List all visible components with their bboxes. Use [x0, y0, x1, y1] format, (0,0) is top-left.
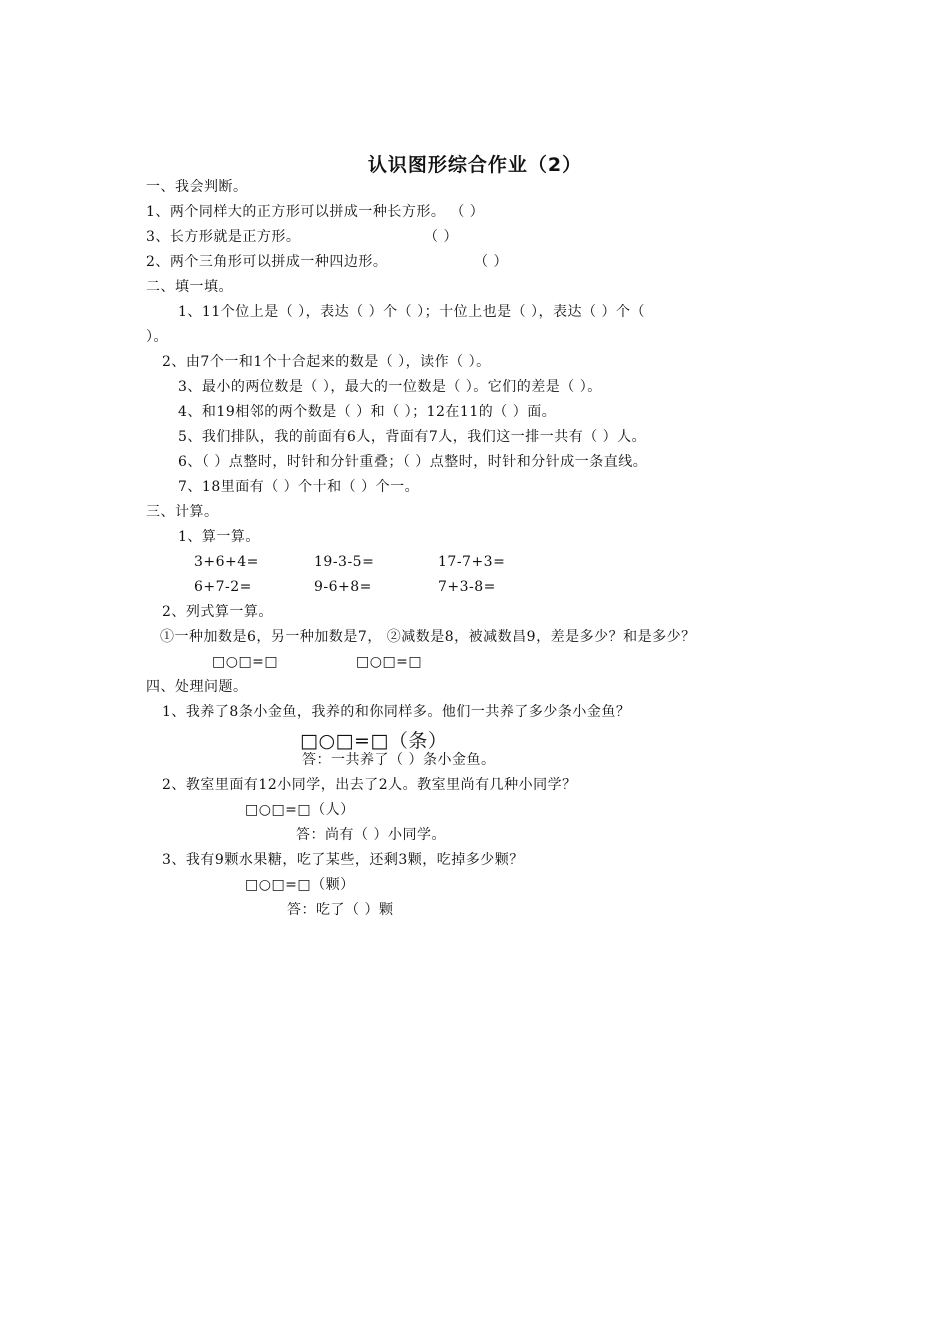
section-heading-problems: 四、处理问题。 [146, 679, 248, 695]
section-heading-judge: 一、我会判断。 [146, 179, 248, 195]
problem-2-answer: 答：尚有（ ）小同学。 [296, 827, 446, 843]
equation-template: □○□=□ [356, 654, 423, 670]
fill-question-4: 4、和19相邻的两个数是（ ）和（ ）；12在11的（ ）面。 [178, 404, 557, 420]
problem-2: 2、教室里面有12小同学，出去了2人。教室里尚有几种小同学？ [162, 777, 577, 793]
fill-question-1: 1、11个位上是（ ），表达（ ）个（ ）；十位上也是（ ），表达（ ）个（ [178, 304, 645, 320]
problem-1-template: □○□=□（条） [300, 730, 448, 752]
calc-expression: 3+6+4= [194, 554, 259, 570]
equation-template: □○□=□ [212, 654, 279, 670]
problem-3-template: □○□=□（颗） [245, 877, 355, 893]
fill-question-3: 3、最小的两位数是（ ），最大的一位数是（ ）。它们的差是（ ）。 [178, 379, 602, 395]
judge-item-1: 1、两个同样大的正方形可以拼成一种长方形。 （ ） [146, 204, 485, 220]
calc-expression: 6+7-2= [194, 579, 252, 595]
calc-expression: 19-3-5= [314, 554, 375, 570]
section-heading-fill: 二、填一填。 [146, 279, 233, 295]
problem-1-answer: 答：一共养了（ ）条小金鱼。 [302, 752, 496, 768]
judge-item-2: 3、长方形就是正方形。 [146, 229, 301, 245]
calc-subheading-2: 2、列式算一算。 [162, 604, 273, 620]
judge-item-2-paren: （ ） [424, 229, 458, 245]
calc-expression: 9-6+8= [314, 579, 372, 595]
fill-question-6: 6、（ ）点整时，时针和分针重叠；（ ）点整时，时针和分针成一条直线。 [178, 454, 648, 470]
fill-question-1-cont: ）。 [146, 329, 168, 345]
calc-expression: 7+3-8= [438, 579, 496, 595]
fill-question-7: 7、18里面有（ ）个十和（ ）个一。 [178, 479, 420, 495]
calc-subheading-1: 1、算一算。 [178, 529, 260, 545]
section-heading-calc: 三、计算。 [146, 504, 219, 520]
problem-3: 3、我有9颗水果糖，吃了某些，还剩3颗，吃掉多少颗？ [162, 852, 524, 868]
problem-1: 1、我养了8条小金鱼，我养的和你同样多。他们一共养了多少条小金鱼？ [162, 704, 631, 720]
problem-2-template: □○□=□（人） [245, 802, 355, 818]
page-title: 认识图形综合作业（2） [367, 154, 583, 176]
word-problem: ①一种加数是6，另一种加数是7， ②减数是8，被减数昌9，差是多少？和是多少？ [160, 629, 696, 645]
fill-question-2: 2、由7个一和1个十合起来的数是（ ），读作（ ）。 [162, 354, 491, 370]
problem-3-answer: 答：吃了（ ）颗 [287, 902, 394, 918]
fill-question-5: 5、我们排队，我的前面有6人，背面有7人，我们这一排一共有（ ）人。 [178, 429, 647, 445]
judge-item-3-paren: （ ） [474, 254, 508, 270]
calc-expression: 17-7+3= [438, 554, 506, 570]
judge-item-3: 2、两个三角形可以拼成一种四边形。 [146, 254, 388, 270]
